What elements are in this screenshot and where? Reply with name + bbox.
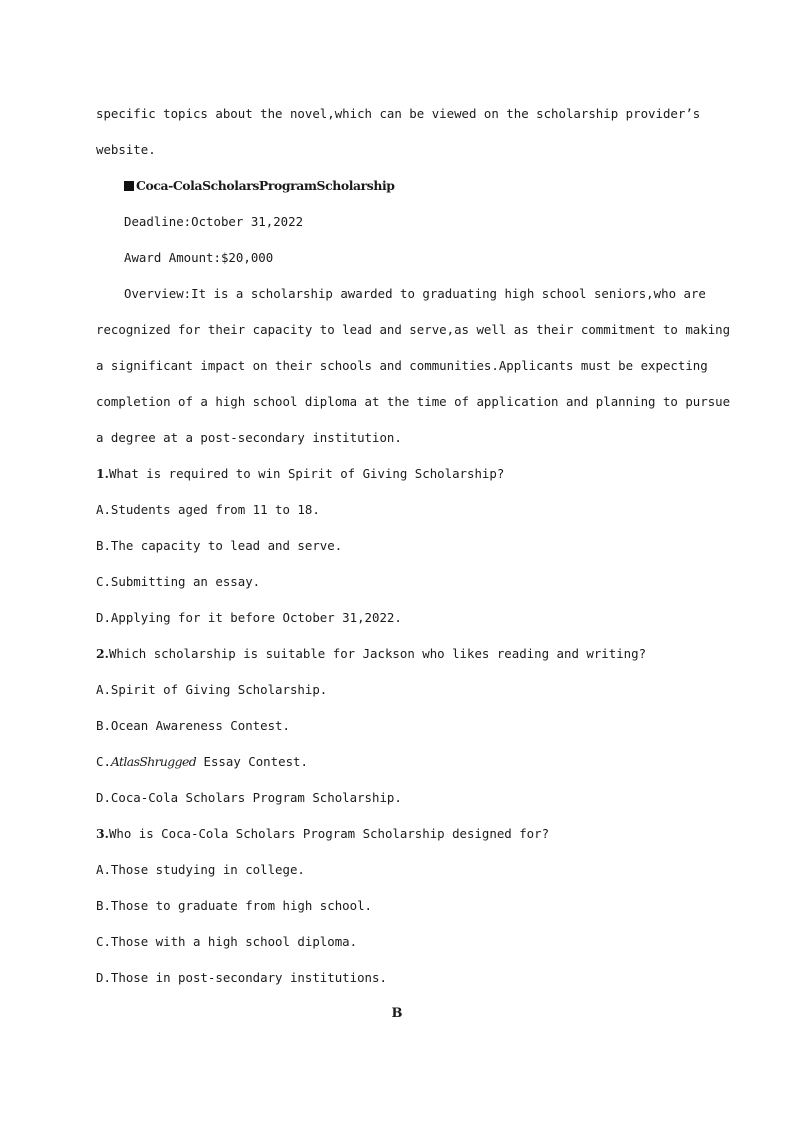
- question-2: [96, 646, 646, 662]
- overview-line: Overview:It is a scholarship awarded to graduating high school seniors,who are: [124, 286, 706, 301]
- option-1b: B.The capacity to lead and serve.: [96, 538, 343, 553]
- option-2b: B.Ocean Awareness Contest.: [96, 718, 290, 733]
- option-3c: C.Those with a high school diploma.: [96, 934, 358, 949]
- option-1a: A.Students aged from 11 to 18.: [96, 502, 320, 517]
- question-number: 2.: [96, 646, 109, 661]
- section-label: B: [391, 1006, 403, 1021]
- option-letter: C.: [96, 754, 111, 769]
- question-number: 3.: [96, 826, 109, 841]
- option-1d: D.Applying for it before October 31,2022.: [96, 610, 402, 625]
- passage-text-line: specific topics about the novel,which can be viewed on the scholarship provider’s: [96, 106, 701, 121]
- option-3a: A.Those studying in college.: [96, 862, 305, 877]
- option-2d: D.Coca-Cola Scholars Program Scholarship.: [96, 790, 402, 805]
- book-title: AtlasShrugged: [110, 754, 197, 769]
- passage-text-line: website.: [96, 142, 156, 157]
- overview-line: recognized for their capacity to lead and serve,as well as their commitment to making: [96, 322, 731, 337]
- square-bullet-icon: [124, 181, 134, 191]
- deadline-text: Deadline:October 31,2022: [124, 214, 304, 229]
- overview-line: completion of a high school diploma at the time of application and planning to pursue: [96, 394, 731, 409]
- question-1: [96, 466, 504, 482]
- award-amount-text: Award Amount:$20,000: [124, 250, 274, 265]
- question-stem: Which scholarship is suitable for Jackson who likes reading and writing?: [108, 646, 647, 661]
- option-3b: B.Those to graduate from high school.: [96, 898, 373, 913]
- question-stem: What is required to win Spirit of Giving Scholarship?: [108, 466, 505, 481]
- overview-line: a significant impact on their schools and communities.Applicants must be expecting: [96, 358, 708, 373]
- question-stem: Who is Coca-Cola Scholars Program Scholarship designed for?: [108, 826, 550, 841]
- option-2a: A.Spirit of Giving Scholarship.: [96, 682, 328, 697]
- option-text: Essay Contest.: [196, 754, 308, 769]
- option-3d: D.Those in post-secondary institutions.: [96, 970, 387, 985]
- overview-line: a degree at a post-secondary institution.: [96, 430, 402, 445]
- option-1c: C.Submitting an essay.: [96, 574, 261, 589]
- scholarship-heading: [124, 178, 395, 194]
- question-3: [96, 826, 549, 842]
- option-2c: [96, 754, 308, 770]
- question-number: 1.: [96, 466, 109, 481]
- scholarship-heading-text: Coca-ColaScholarsProgramScholarship: [136, 178, 395, 193]
